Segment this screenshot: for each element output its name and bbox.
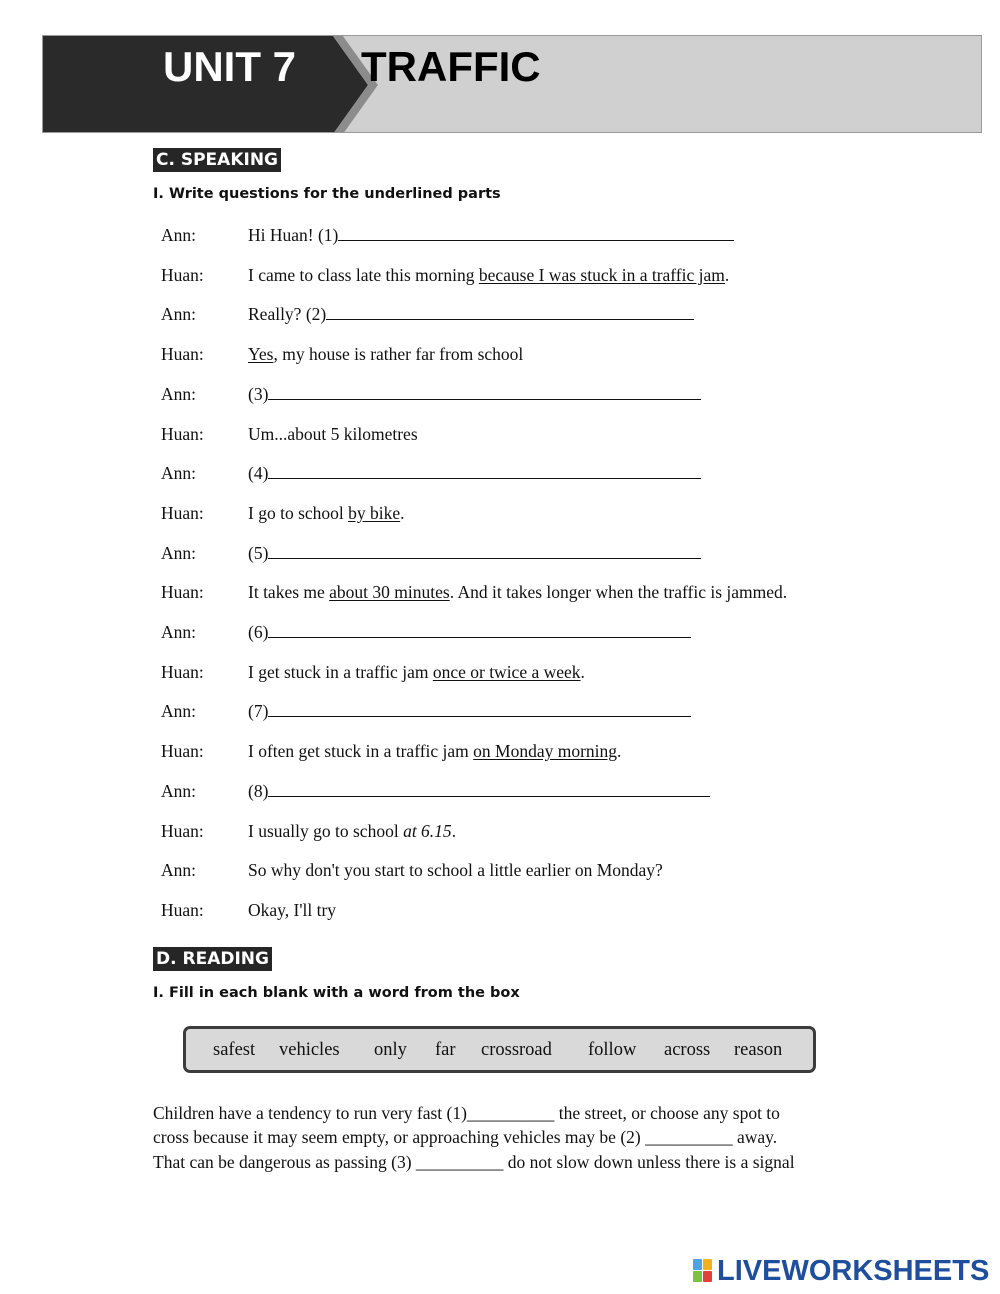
word-box-item: follow bbox=[588, 1040, 637, 1060]
answer-blank[interactable] bbox=[268, 699, 691, 717]
speaker-name: Huan: bbox=[161, 820, 204, 841]
dialog-text: Um...about 5 kilometres bbox=[248, 423, 418, 444]
dialog-line bbox=[248, 302, 694, 326]
word-box-item: vehicles bbox=[279, 1040, 340, 1060]
unit-number: UNIT 7 bbox=[163, 43, 297, 90]
dialog-row bbox=[161, 898, 861, 922]
dialog-line bbox=[248, 699, 691, 723]
speaker-name: Ann: bbox=[161, 701, 196, 722]
dialog-text: . bbox=[724, 264, 730, 285]
unit-banner bbox=[42, 35, 982, 133]
dialog-row bbox=[161, 620, 861, 644]
underlined-part: by bike bbox=[348, 502, 401, 523]
dialog-line bbox=[248, 660, 585, 684]
dialog-line bbox=[248, 541, 701, 565]
dialog-line bbox=[248, 263, 729, 287]
word-box-item: safest bbox=[213, 1040, 256, 1060]
dialog-row bbox=[161, 382, 861, 406]
dialog-text: Okay, I'll try bbox=[248, 899, 337, 920]
dialog-line bbox=[248, 819, 456, 843]
dialog-text: Hi Huan! (1) bbox=[248, 225, 339, 245]
dialog-text: . bbox=[451, 820, 457, 841]
dialog-line bbox=[248, 779, 710, 803]
answer-blank[interactable] bbox=[268, 382, 701, 400]
dialog-line bbox=[248, 580, 787, 604]
dialog-row bbox=[161, 858, 861, 882]
dialog-line bbox=[248, 461, 701, 485]
dialog-text: (3) bbox=[248, 383, 269, 404]
dialog-text: . bbox=[617, 741, 622, 762]
passage-line: That can be dangerous as passing (3) __________ do not slow down unless there is a signal bbox=[153, 1152, 795, 1172]
underlined-part: about 30 minutes bbox=[329, 582, 450, 603]
dialog-row bbox=[161, 660, 861, 684]
speaker-name: Ann: bbox=[161, 542, 196, 563]
word-box-item: across bbox=[664, 1040, 711, 1060]
dialog-text: Really? (2) bbox=[248, 304, 327, 325]
underlined-part: once or twice a week bbox=[432, 661, 581, 682]
answer-blank[interactable] bbox=[268, 541, 701, 559]
speaker-name: Huan: bbox=[161, 582, 204, 603]
speaker-name: Ann: bbox=[161, 225, 196, 245]
dialog-line bbox=[248, 620, 691, 644]
underlined-part: on Monday morning bbox=[473, 741, 618, 762]
dialog-text: (7) bbox=[248, 701, 269, 722]
dialog-text: (4) bbox=[248, 463, 269, 484]
unit-title: TRAFFIC bbox=[361, 43, 541, 90]
speaker-name: Ann: bbox=[161, 860, 196, 881]
dialog-row bbox=[161, 223, 861, 247]
dialog-line bbox=[248, 739, 621, 763]
reading-section-title: D. READING bbox=[153, 947, 272, 971]
speaker-name: Huan: bbox=[161, 423, 204, 444]
answer-blank[interactable] bbox=[338, 223, 734, 241]
dialog-row bbox=[161, 461, 861, 485]
speaker-name: Ann: bbox=[161, 304, 196, 325]
dialog-text: (6) bbox=[248, 622, 269, 642]
passage-line: Children have a tendency to run very fast (1)__________ the street, or choose any spot to bbox=[153, 1103, 780, 1123]
speaker-name: Ann: bbox=[161, 622, 196, 642]
underlined-part: Yes bbox=[248, 344, 274, 365]
word-box-item: only bbox=[374, 1040, 407, 1060]
speaker-name: Huan: bbox=[161, 344, 204, 365]
passage-line: cross because it may seem empty, or approaching vehicles may be (2) __________ away. bbox=[153, 1127, 778, 1147]
speaker-name: Ann: bbox=[161, 463, 196, 484]
word-box-item: far bbox=[435, 1040, 456, 1060]
dialog-row bbox=[161, 699, 861, 723]
answer-blank[interactable] bbox=[326, 302, 694, 320]
dialog-line bbox=[248, 501, 405, 525]
dialog-text: . And it takes longer when the traffic is jammed. bbox=[449, 582, 788, 603]
speaker-name: Huan: bbox=[161, 502, 204, 523]
speaking-section-title: C. SPEAKING bbox=[153, 148, 281, 172]
dialog-line bbox=[248, 898, 336, 922]
dialog-text: . bbox=[580, 661, 585, 682]
dialog-text: I came to class late this morning bbox=[248, 264, 479, 285]
dialog-line bbox=[248, 223, 734, 247]
word-box bbox=[183, 1026, 816, 1073]
dialog-line bbox=[248, 382, 701, 406]
answer-blank[interactable] bbox=[268, 620, 691, 638]
dialog-row bbox=[161, 739, 861, 763]
dialog-text: , my house is rather far from school bbox=[273, 344, 524, 365]
speaker-name: Ann: bbox=[161, 383, 196, 404]
dialog-row bbox=[161, 779, 861, 803]
dialog-line bbox=[248, 342, 523, 366]
dialog-row bbox=[161, 342, 861, 366]
speaker-name: Huan: bbox=[161, 661, 204, 682]
underlined-part: because I was stuck in a traffic jam bbox=[478, 264, 725, 285]
dialog-line bbox=[248, 858, 663, 882]
dialog-row bbox=[161, 819, 861, 843]
dialog-row bbox=[161, 263, 861, 287]
dialog-row bbox=[161, 422, 861, 446]
dialog-text: (5) bbox=[248, 542, 269, 563]
word-box-item: crossroad bbox=[481, 1040, 552, 1060]
dialog-text: . bbox=[400, 502, 405, 523]
dialog-text: at 6.15 bbox=[403, 820, 452, 841]
speaker-name: Ann: bbox=[161, 780, 196, 801]
dialog-row bbox=[161, 501, 861, 525]
speaking-instruction: I. Write questions for the underlined parts bbox=[153, 186, 501, 202]
dialog-text: So why don't you start to school a little earlier on Monday? bbox=[248, 860, 663, 881]
answer-blank[interactable] bbox=[268, 779, 710, 797]
dialog-text: I usually go to school bbox=[248, 820, 404, 841]
dialog-row bbox=[161, 541, 861, 565]
logo-text: LIVEWORKSHEETS bbox=[717, 1255, 990, 1287]
speaker-name: Huan: bbox=[161, 264, 204, 285]
logo-mark-icon bbox=[693, 1259, 713, 1283]
liveworksheets-logo bbox=[693, 1254, 988, 1288]
word-box-item: reason bbox=[734, 1040, 783, 1060]
dialog-line bbox=[248, 422, 418, 446]
dialog-text: I go to school bbox=[248, 502, 349, 523]
dialog-text: It takes me bbox=[248, 582, 330, 603]
speaker-name: Huan: bbox=[161, 899, 204, 920]
dialog-row bbox=[161, 580, 861, 604]
dialog-row bbox=[161, 302, 861, 326]
reading-instruction: I. Fill in each blank with a word from the box bbox=[153, 985, 520, 1001]
dialog-text: I often get stuck in a traffic jam bbox=[248, 741, 474, 762]
dialog-text: (8) bbox=[248, 780, 269, 801]
dialog-text: I get stuck in a traffic jam bbox=[248, 661, 433, 682]
speaker-name: Huan: bbox=[161, 741, 204, 762]
answer-blank[interactable] bbox=[268, 461, 701, 479]
